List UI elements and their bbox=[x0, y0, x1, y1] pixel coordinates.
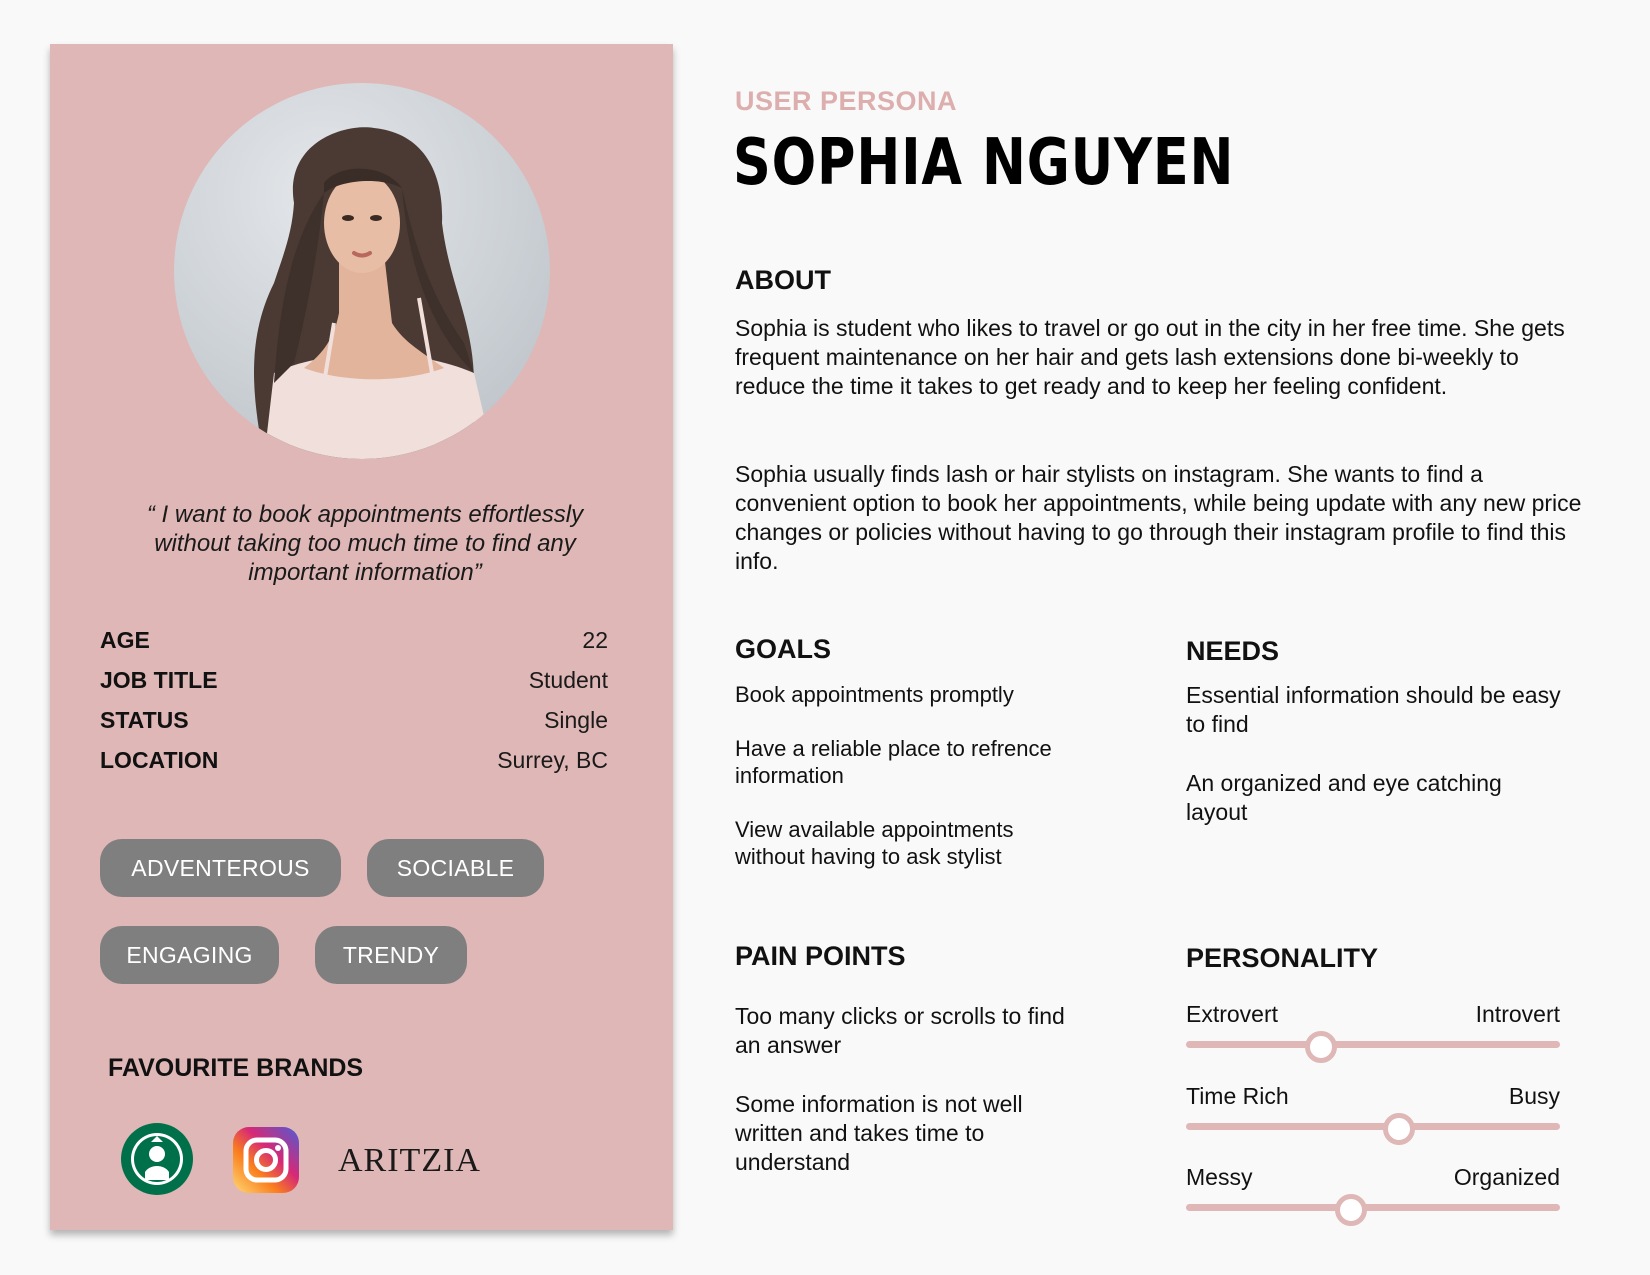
slider-knob bbox=[1383, 1113, 1415, 1145]
favourite-brands-title: FAVOURITE BRANDS bbox=[108, 1054, 364, 1082]
pain-point-item: Too many clicks or scrolls to find an answer bbox=[735, 1003, 1065, 1058]
trait-tag: ENGAGING bbox=[100, 926, 279, 984]
section-eyebrow: USER PERSONA bbox=[735, 86, 958, 116]
need-item: Essential information should be easy to find bbox=[1186, 682, 1561, 737]
fact-value: 22 bbox=[582, 626, 608, 653]
trait-tag: SOCIABLE bbox=[367, 839, 544, 897]
fact-value: Student bbox=[528, 666, 608, 693]
personality-slider bbox=[1186, 1164, 1560, 1224]
persona-card bbox=[50, 44, 673, 1230]
goals-heading: GOALS bbox=[735, 634, 832, 664]
slider-right-label: Busy bbox=[1508, 1083, 1560, 1109]
slider-left-label: Time Rich bbox=[1186, 1083, 1289, 1109]
fact-label: AGE bbox=[100, 626, 150, 653]
slider-track bbox=[1186, 1123, 1560, 1130]
pain-point-item: Some information is not well written and takes time to understand bbox=[735, 1091, 1023, 1175]
fact-label: JOB TITLE bbox=[100, 666, 218, 693]
persona-quote: “ I want to book appointments effortlessly without taking too much time to find any important information” bbox=[146, 501, 584, 586]
slider-knob bbox=[1335, 1194, 1367, 1226]
need-item: An organized and eye catching layout bbox=[1186, 770, 1502, 825]
goal-item: Have a reliable place to refrence information bbox=[735, 736, 1052, 788]
fact-row-age bbox=[100, 620, 608, 660]
fact-label: LOCATION bbox=[100, 746, 219, 773]
about-paragraph: Sophia usually finds lash or hair stylists on instagram. She wants to find a convenient option to book her appointments, while being update with any new price changes or policies without having to go through their instagram profile to find this info. bbox=[735, 461, 1582, 574]
fact-row-location bbox=[100, 740, 608, 780]
trait-tag: ADVENTEROUS bbox=[100, 839, 341, 897]
trait-tag: TRENDY bbox=[315, 926, 467, 984]
goal-item: Book appointments promptly bbox=[735, 682, 1014, 707]
aritzia-logo: ARITZIA bbox=[338, 1142, 481, 1179]
profile-photo bbox=[174, 83, 550, 459]
goal-item: View available appointments without having to ask stylist bbox=[735, 817, 1014, 869]
about-paragraph: Sophia is student who likes to travel or go out in the city in her free time. She gets frequent maintenance on her hair and gets lash extensions done bi-weekly to reduce the time it takes to get ready and to keep her feeling confident. bbox=[735, 315, 1565, 399]
fact-value: Single bbox=[544, 706, 608, 733]
slider-right-label: Introvert bbox=[1475, 1001, 1560, 1027]
pain-points-heading: PAIN POINTS bbox=[735, 941, 906, 971]
about-heading: ABOUT bbox=[735, 265, 831, 295]
slider-knob bbox=[1305, 1031, 1337, 1063]
needs-heading: NEEDS bbox=[1186, 636, 1280, 666]
fact-row-job-title bbox=[100, 660, 608, 700]
personality-heading: PERSONALITY bbox=[1186, 943, 1379, 973]
slider-right-label: Organized bbox=[1453, 1164, 1560, 1190]
persona-name: SOPHIA NGUYEN bbox=[733, 126, 1235, 200]
starbucks-logo-icon bbox=[120, 1122, 194, 1201]
portrait-illustration bbox=[174, 83, 550, 459]
instagram-logo-icon bbox=[233, 1127, 299, 1198]
fact-row-status bbox=[100, 700, 608, 740]
fact-value: Surrey, BC bbox=[497, 746, 608, 773]
personality-slider bbox=[1186, 1083, 1560, 1143]
slider-track bbox=[1186, 1204, 1560, 1211]
facts-list bbox=[100, 620, 608, 780]
slider-track bbox=[1186, 1041, 1560, 1048]
slider-left-label: Extrovert bbox=[1186, 1001, 1279, 1027]
personality-slider bbox=[1186, 1001, 1560, 1061]
fact-label: STATUS bbox=[100, 706, 189, 733]
slider-left-label: Messy bbox=[1186, 1164, 1253, 1190]
